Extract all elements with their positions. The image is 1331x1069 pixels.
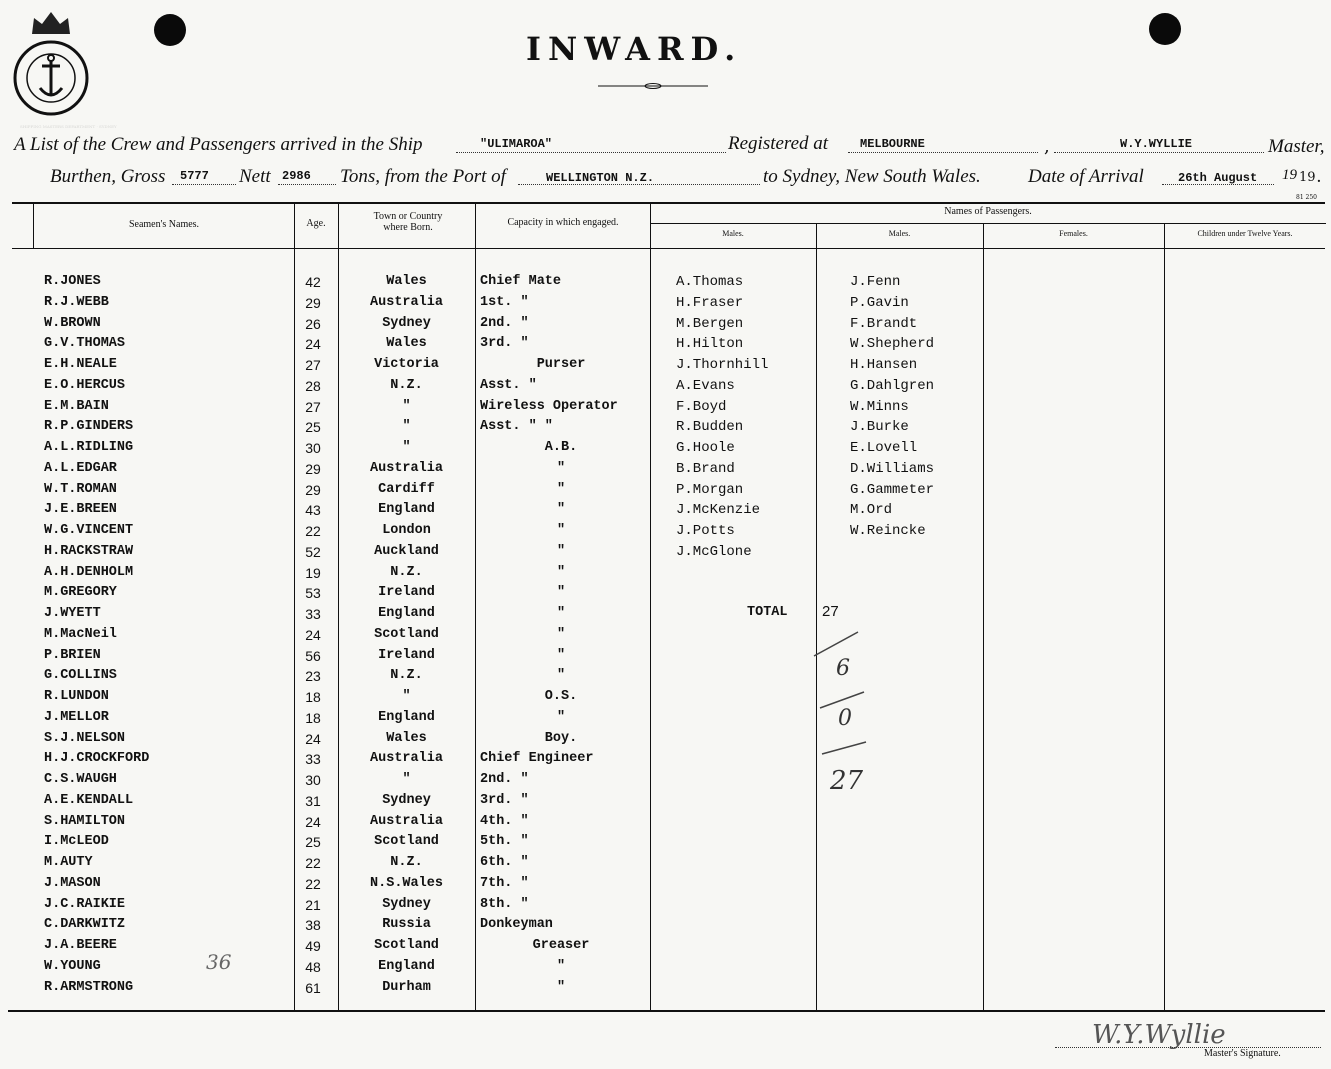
seaman-age: 22 [305,855,321,871]
seaman-name: R.LUNDON [44,689,109,704]
seaman-capacity: Chief Engineer [480,751,594,766]
master-name: W.Y.WYLLIE [1120,137,1193,151]
seaman-name: A.L.RIDLING [44,440,134,455]
seaman-age: 31 [305,793,321,809]
seaman-age: 22 [305,523,321,539]
total-label: TOTAL [747,605,788,620]
passenger-name: J.McKenzie [676,502,761,518]
seaman-birthplace: Scotland [374,627,439,642]
seaman-capacity: " [556,648,566,663]
seaman-age: 30 [305,772,321,788]
seaman-capacity: Asst. " " [480,419,553,434]
seaman-birthplace: Australia [370,461,443,476]
seaman-name: M.AUTY [44,855,93,870]
seaman-birthplace: N.Z. [390,668,423,683]
seaman-age: 42 [305,274,321,290]
seaman-birthplace: Australia [370,751,443,766]
registered-label: Registered at [728,133,829,154]
seaman-birthplace: Cardiff [378,482,435,497]
seaman-capacity: " [556,544,566,559]
punch-hole-right [1149,13,1181,45]
seaman-age: 28 [305,378,321,394]
seaman-name: G.COLLINS [44,668,117,683]
seaman-capacity: O.S. [544,689,578,704]
seaman-birthplace: Australia [370,295,443,310]
crew-count-note: 36 [206,950,232,974]
seaman-name: J.MELLOR [44,710,109,725]
seaman-birthplace: Scotland [374,938,439,953]
seaman-capacity: " [556,627,566,642]
seaman-capacity: 6th. " [480,855,529,870]
seaman-capacity: " [556,668,566,683]
passenger-name: F.Boyd [676,399,727,415]
seaman-name: A.H.DENHOLM [44,565,134,580]
seaman-capacity: Greaser [532,938,590,953]
header-town-born: Town or Country where Born. [373,211,443,233]
passenger-name: G.Dahlgren [850,378,935,394]
passenger-name: J.Fenn [850,274,901,290]
seaman-capacity: 8th. " [480,897,529,912]
passenger-name: F.Brandt [850,316,918,332]
seaman-age: 38 [305,917,321,933]
seaman-age: 19 [305,565,321,581]
seaman-age: 24 [305,814,321,830]
seaman-capacity: " [556,523,566,538]
seaman-name: J.C.RAIKIE [44,897,126,912]
signature-label: Master's Signature. [1204,1048,1281,1059]
seaman-age: 43 [305,502,321,518]
seaman-name: E.O.HERCUS [44,378,126,393]
seaman-capacity: " [556,461,566,476]
seaman-birthplace: Wales [386,336,427,351]
seaman-name: R.J.WEBB [44,295,109,310]
seaman-name: J.E.BREEN [44,502,117,517]
seaman-name: R.P.GINDERS [44,419,134,434]
passenger-name: R.Budden [676,419,744,435]
seaman-age: 52 [305,544,321,560]
passenger-name: M.Ord [850,502,893,518]
seaman-age: 24 [305,627,321,643]
seaman-birthplace: Wales [386,274,427,289]
seaman-capacity: Purser [536,357,586,372]
seaman-age: 26 [305,316,321,332]
seaman-birthplace: England [378,502,435,517]
seaman-birthplace: Sydney [382,793,431,808]
seaman-capacity: " [556,606,566,621]
seaman-birthplace: Ireland [378,585,435,600]
seaman-capacity: 2nd. " [480,772,529,787]
arrival-year: 19 [1299,170,1316,185]
seaman-capacity: Boy. [544,731,578,746]
seaman-name: W.YOUNG [44,959,101,974]
seaman-age: 29 [305,461,321,477]
registered-port: MELBOURNE [860,137,925,151]
seaman-birthplace: London [382,523,431,538]
seaman-name: I.McLEOD [44,834,109,849]
passenger-name: J.Thornhill [676,357,769,373]
passenger-name: J.McGlone [676,544,752,560]
seaman-age: 27 [305,399,321,415]
seaman-birthplace: Australia [370,814,443,829]
form-number: 81 250 [1296,194,1317,201]
seaman-age: 18 [305,689,321,705]
seaman-birthplace: " [402,399,411,414]
seaman-capacity: 3rd. " [480,793,529,808]
seaman-name: A.L.EDGAR [44,461,117,476]
seaman-name: J.WYETT [44,606,101,621]
seaman-name: G.V.THOMAS [44,336,126,351]
seaman-age: 29 [305,482,321,498]
page-title: INWARD. [526,30,743,68]
seaman-name: C.S.WAUGH [44,772,117,787]
passenger-name: H.Fraser [676,295,744,311]
seaman-name: H.J.CROCKFORD [44,751,150,766]
seaman-capacity: Chief Mate [480,274,562,289]
seaman-name: A.E.KENDALL [44,793,134,808]
seaman-capacity: A.B. [544,440,578,455]
margin-note-2: 0 [838,706,852,731]
seaman-age: 25 [305,834,321,850]
seaman-birthplace: Scotland [374,834,439,849]
seaman-capacity: " [556,482,566,497]
passenger-name: B.Brand [676,461,735,477]
gross-tonnage: 5777 [180,169,209,183]
seaman-name: S.J.NELSON [44,731,126,746]
seaman-capacity: 7th. " [480,876,529,891]
passenger-name: W.Reincke [850,523,926,539]
arrival-date-label: Date of Arrival [1028,166,1144,187]
seaman-age: 53 [305,585,321,601]
seaman-age: 48 [305,959,321,975]
seaman-birthplace: " [402,772,411,787]
seaman-capacity: " [556,502,566,517]
master-label: Master, [1268,136,1325,157]
seaman-capacity: Donkeyman [480,917,553,932]
arrival-year-prefix: 19 [1282,167,1297,183]
seaman-birthplace: Sydney [382,316,431,331]
seaman-birthplace: Russia [382,917,431,932]
list-heading-prefix: A List of the Crew and Passengers arrived in the Ship [14,134,423,155]
seaman-age: 56 [305,648,321,664]
seaman-name: S.HAMILTON [44,814,126,829]
header-males-2: Males. [888,229,911,238]
passenger-name: J.Potts [676,523,735,539]
seaman-birthplace: " [402,440,411,455]
header-capacity: Capacity in which engaged. [507,217,619,228]
margin-note-3: 27 [830,766,864,796]
seaman-capacity: 3rd. " [480,336,529,351]
passenger-name: J.Burke [850,419,909,435]
passenger-name: D.Williams [850,461,935,477]
seaman-name: J.A.BEERE [44,938,117,953]
seaman-name: J.MASON [44,876,101,891]
passenger-name: W.Shepherd [850,336,935,352]
seaman-age: 21 [305,897,321,913]
seaman-age: 27 [305,357,321,373]
seaman-birthplace: Sydney [382,897,431,912]
title-underline-ornament [598,74,708,80]
seaman-birthplace: " [402,419,411,434]
seaman-capacity: " [556,959,566,974]
departure-port: WELLINGTON N.Z. [546,171,655,185]
seaman-capacity: " [556,585,566,600]
seaman-age: 29 [305,295,321,311]
seaman-name: P.BRIEN [44,648,101,663]
seaman-age: 24 [305,336,321,352]
margin-note-1: 6 [836,656,850,681]
emblem-text: SHIPPING MASTERS DEPARTMENT · SYDNEY [20,124,117,129]
seaman-age: 24 [305,731,321,747]
seaman-capacity: Wireless Operator [480,399,618,414]
seaman-birthplace: N.Z. [390,565,423,580]
seaman-name: W.BROWN [44,316,101,331]
header-males-1: Males. [722,229,744,238]
seaman-birthplace: " [402,689,411,704]
seaman-age: 30 [305,440,321,456]
seaman-capacity: 5th. " [480,834,529,849]
seaman-name: W.G.VINCENT [44,523,134,538]
seaman-name: E.H.NEALE [44,357,117,372]
seaman-capacity: " [556,565,566,580]
tons-from-label: Tons, from the Port of [340,166,506,187]
header-age: Age. [306,218,326,229]
seaman-birthplace: England [378,959,435,974]
passenger-name: P.Morgan [676,482,744,498]
total-value: 27 [822,603,839,620]
shipping-master-emblem [12,6,90,126]
seaman-name: R.JONES [44,274,101,289]
seaman-capacity: " [556,710,566,725]
passenger-name: A.Thomas [676,274,744,290]
seaman-birthplace: N.S.Wales [370,876,443,891]
nett-tonnage: 2986 [282,169,311,183]
seaman-capacity: 2nd. " [480,316,529,331]
header-seamen-names: Seamen's Names. [128,219,200,230]
ship-name: "ULIMAROA" [480,137,553,151]
nett-label: Nett [239,166,271,187]
header-children: Children under Twelve Years. [1197,229,1293,238]
seaman-name: C.DARKWITZ [44,917,126,932]
seaman-name: R.ARMSTRONG [44,980,134,995]
seaman-age: 25 [305,419,321,435]
seaman-birthplace: Victoria [374,357,439,372]
seaman-name: H.RACKSTRAW [44,544,134,559]
seaman-name: E.M.BAIN [44,399,109,414]
seaman-age: 18 [305,710,321,726]
passenger-name: G.Hoole [676,440,735,456]
passenger-name: P.Gavin [850,295,909,311]
master-signature: W.Y.Wyllie [1092,1020,1226,1050]
seaman-birthplace: England [378,606,435,621]
seaman-age: 33 [305,751,321,767]
seaman-age: 22 [305,876,321,892]
arrival-date: 26th August [1178,171,1258,185]
header-passengers: Names of Passengers. [944,206,1032,217]
passenger-name: E.Lovell [850,440,918,456]
seaman-name: M.MacNeil [44,627,117,642]
seaman-age: 23 [305,668,321,684]
seaman-birthplace: Wales [386,731,427,746]
seaman-birthplace: England [378,710,435,725]
seaman-capacity: " [556,980,566,995]
seaman-capacity: 4th. " [480,814,529,829]
seaman-birthplace: N.Z. [390,855,423,870]
passenger-name: H.Hilton [676,336,744,352]
pencil-line-2 [820,740,870,760]
header-females: Females. [1059,229,1088,238]
burthen-label: Burthen, Gross [50,166,166,187]
seaman-age: 33 [305,606,321,622]
seaman-age: 61 [305,980,321,996]
seaman-name: M.GREGORY [44,585,117,600]
passenger-name: M.Bergen [676,316,744,332]
punch-hole-left [154,14,186,46]
seaman-capacity: 1st. " [480,295,529,310]
seaman-capacity: Asst. " [480,378,537,393]
seaman-birthplace: N.Z. [390,378,423,393]
seaman-birthplace: Ireland [378,648,435,663]
passenger-name: W.Minns [850,399,909,415]
seaman-birthplace: Durham [382,980,431,995]
seaman-age: 49 [305,938,321,954]
passenger-name: G.Gammeter [850,482,935,498]
seaman-name: W.T.ROMAN [44,482,117,497]
seaman-birthplace: Auckland [374,544,439,559]
destination-label: to Sydney, New South Wales. [763,166,981,187]
passenger-name: A.Evans [676,378,735,394]
passenger-name: H.Hansen [850,357,918,373]
